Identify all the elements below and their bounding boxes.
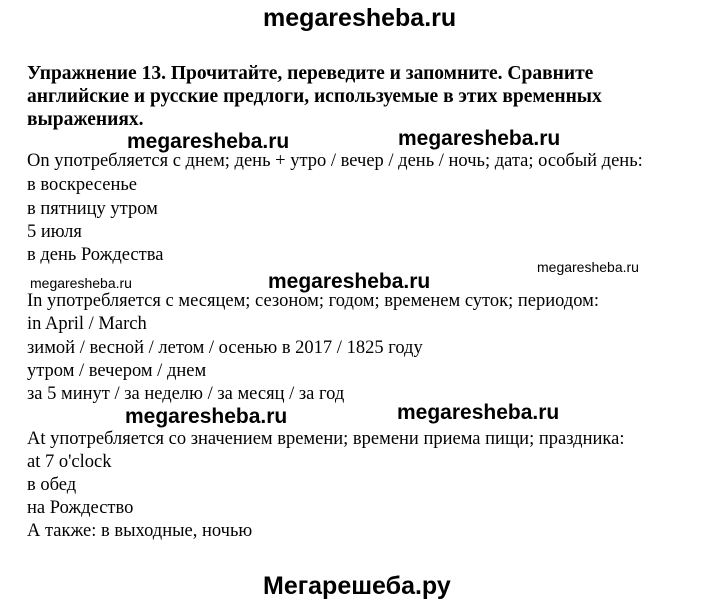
at-example: А также: в выходные, ночью [27,521,253,541]
watermark-mid: megaresheba.ru [398,127,561,150]
exercise-heading [27,62,707,131]
in-example: in April / March [27,314,147,334]
watermark-mid: megaresheba.ru [397,401,560,424]
watermark-small: megaresheba.ru [30,275,132,291]
watermark-mid: megaresheba.ru [127,130,290,153]
at-example: на Рождество [27,498,134,518]
on-rule: On употребляется с днем; день + утро / вечер / день / ночь; дата; особый день: [27,151,643,171]
heading-line-1: Упражнение 13. Прочитайте, переведите и запомните. Сравните [27,63,594,84]
in-example: за 5 минут / за неделю / за месяц / за год [27,384,345,404]
in-rule: In употребляется с месяцем; сезоном; годом; временем суток; периодом: [27,291,600,311]
on-example: в воскресенье [27,175,137,195]
at-example: в обед [27,475,77,495]
in-example: зимой / весной / летом / осенью в 2017 / 1825 году [27,338,423,358]
at-example: at 7 o'clock [27,452,112,472]
heading-line-3: выражениях. [27,109,144,130]
watermark-mid: megaresheba.ru [268,270,431,293]
footer-watermark: Мегарешеба.ру [263,572,451,600]
on-example: в день Рождества [27,245,164,265]
on-example: 5 июля [27,222,82,242]
on-example: в пятницу утром [27,199,158,219]
heading-line-2: английские и русские предлоги, используемые в этих временных [27,86,602,107]
watermark-mid: megaresheba.ru [125,405,288,428]
watermark-small: megaresheba.ru [537,259,639,275]
in-example: утром / вечером / днем [27,361,207,381]
header-watermark: megaresheba.ru [263,4,457,32]
at-rule: At употребляется со значением времени; времени приема пищи; праздника: [27,429,625,449]
